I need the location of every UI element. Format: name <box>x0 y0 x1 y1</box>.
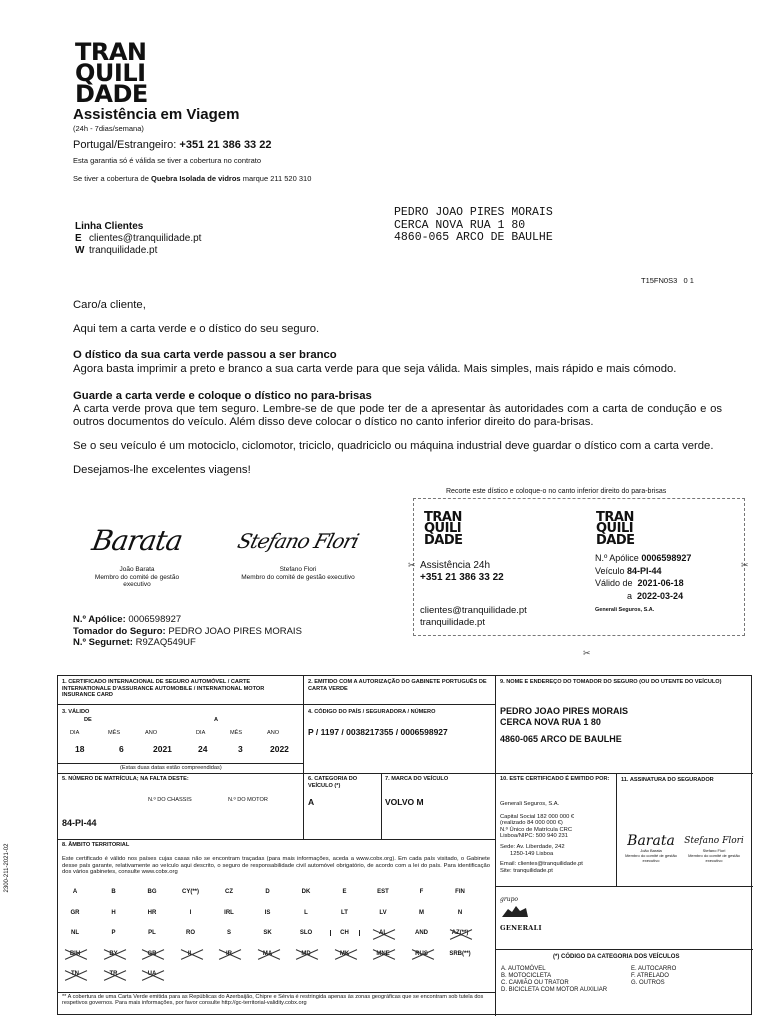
segurnet-number: R9ZAQ549UF <box>135 637 196 648</box>
country-strikethrough <box>257 949 279 961</box>
scissors-icon: ✂ <box>583 648 591 658</box>
issuer-line: Email: clientes@tranquilidade.pt <box>500 861 583 868</box>
windshield-sticker[interactable] <box>413 498 745 636</box>
sticker-assistance <box>420 560 504 584</box>
country-code: MK <box>339 950 350 957</box>
country-code: RUS <box>415 950 428 957</box>
glass-note-post: marque 211 520 310 <box>242 174 312 183</box>
country-code: M <box>419 909 424 916</box>
field-4-title: 4. CÓDIGO DO PAÍS / SEGURADORA / NÚMERO <box>308 709 436 715</box>
vehicle-plate: 84-PI-44 <box>62 818 97 828</box>
country-code: IR <box>226 950 232 957</box>
holder-street: CERCA NOVA RUA 1 80 <box>500 717 601 727</box>
country-strikethrough <box>334 949 356 961</box>
insurer-sig-2-name: Stefano Flori <box>702 848 726 853</box>
issuer-line: Capital Social 182 000 000 € <box>500 813 575 820</box>
cut-note: Recorte este dístico e coloque-o no canto inferior direito do para-brisas <box>446 488 667 495</box>
field-7-title: 7. MARCA DO VEÍCULO <box>385 776 449 782</box>
country-strikethrough <box>64 949 86 961</box>
sticker-logo-left <box>424 512 463 546</box>
scissors-icon: ✂ <box>408 560 416 570</box>
phone-label: Portugal/Estrangeiro: <box>73 139 177 151</box>
country-code: IRL <box>224 909 234 916</box>
segurnet-label: N.º Segurnet: <box>73 637 133 648</box>
insurer-signature-1 <box>621 833 681 863</box>
field-6-title: 6. CATEGORIA DO VEÍCULO (*) <box>308 776 358 789</box>
year-label: ANO <box>145 730 158 736</box>
generali-logo <box>500 896 560 932</box>
policy-holder-label: Tomador do Seguro: <box>73 625 166 637</box>
sticker-policy-number: 0006598927 <box>641 553 692 563</box>
category-item: E. AUTOCARRO <box>631 966 677 972</box>
letter-body <box>73 299 722 477</box>
issuer-line: 1250-149 Lisboa <box>510 850 554 857</box>
country-code: GB <box>147 950 157 957</box>
signature-2-role: Membro do comité de gestão executivo <box>241 573 355 581</box>
country-strikethrough <box>372 928 394 940</box>
generali-group-label: grupo <box>500 896 519 903</box>
assistance-hours: (24h - 7dias/semana) <box>73 124 144 133</box>
lion-icon <box>500 903 530 919</box>
sticker-vehicle-plate: 84-PI-44 <box>627 565 662 576</box>
category-item: F. ATRELADO <box>631 973 669 979</box>
country-strikethrough <box>103 969 125 981</box>
field-6-value: A <box>308 797 315 807</box>
sticker-valid-label: Válido de <box>595 578 633 588</box>
category-list-right <box>631 966 676 987</box>
paragraph-proof: A carta verde prova que tem seguro. Lembre-se de que pode ter de a apresentar às autoridades com a carta de condução e os outros documentos do veículo. Além disso deve colocar o dístico no canto inferior direito do para-brisas. <box>73 403 722 428</box>
country-code: EST <box>377 889 389 895</box>
policy-number-row <box>73 614 302 626</box>
country-code: A <box>72 889 78 895</box>
issuer-details <box>500 801 614 874</box>
day-label: DIA <box>196 730 206 736</box>
sticker-valid-to-row <box>595 590 691 603</box>
country-strikethrough <box>449 928 471 940</box>
motor-label: N.º DO MOTOR <box>228 797 268 803</box>
signature-1-role: Membro do comité de gestão executivo <box>94 573 180 588</box>
ref-code: T15FN0S3 <box>641 276 678 285</box>
country-code: LT <box>341 909 348 916</box>
issuer-line: Generali Seguros, S.A. <box>500 801 560 807</box>
recipient-street: CERCA NOVA RUA 1 80 <box>394 218 526 232</box>
country-code: BG <box>147 889 157 895</box>
country-code: PL <box>148 930 156 936</box>
country-code: RO <box>186 930 195 936</box>
holder-address <box>500 706 628 745</box>
country-strikethrough <box>141 949 163 961</box>
policy-number: 0006598927 <box>128 614 182 625</box>
recipient-address <box>394 207 553 245</box>
country-code: P <box>111 930 116 936</box>
category-item: G. OUTROS <box>631 980 665 986</box>
footnote: ** A cobertura de uma Carta Verde emitida para as Repúblicas do Azerbaijão, Chipre e Sérvia é restringida apenas às zonas geográficas que se encontram sob tutela dos respetivos governos. Para mais informações, por favor consulte http://gc-territorial-validity.cobx.org <box>62 994 484 1007</box>
country-code: L <box>304 909 308 916</box>
month-label: MÊS <box>108 730 121 736</box>
paragraph-motorcycle: Se o seu veículo é um motociclo, ciclomotor, triciclo, quadriciclo ou máquina industrial deve guardar o dístico com a carta verde. <box>73 440 714 452</box>
holder-name: PEDRO JOAO PIRES MORAIS <box>500 706 629 716</box>
sticker-company: Generali Seguros, S.A. <box>595 607 655 613</box>
country-code: NL <box>71 930 79 936</box>
country-code: N <box>457 909 463 916</box>
chassis-label: N.º DO CHASSIS <box>148 797 192 803</box>
country-code: IL <box>187 950 194 957</box>
field-4-value: P / 1197 / 0038217355 / 0006598927 <box>308 727 448 737</box>
country-strikethrough <box>103 949 125 961</box>
logo-line: QUILI <box>596 521 634 537</box>
sticker-web: tranquilidade.pt <box>420 616 485 628</box>
assistance-title: Assistência em Viagem <box>73 106 240 123</box>
issuer-line: Sede: Av. Liberdade, 242 <box>500 843 565 850</box>
sticker-assist-label: Assistência 24h <box>420 560 491 571</box>
category-title: (*) CÓDIGO DA CATEGORIA DOS VEÍCULOS <box>553 954 680 960</box>
country-code: CH <box>330 930 360 936</box>
email-label: E <box>75 233 82 244</box>
country-strikethrough <box>372 949 394 961</box>
greeting: Caro/a cliente, <box>73 299 146 311</box>
country-code: E <box>342 889 347 895</box>
assistance-phone-line <box>73 139 433 151</box>
glass-note-bold: Quebra Isolada de vidros <box>150 174 241 183</box>
day-label: DIA <box>70 730 80 736</box>
dates-inclusive: (Estas duas datas estão compreendidas) <box>120 765 222 771</box>
valid-from-day: 18 <box>75 744 85 754</box>
country-code: I <box>189 909 192 916</box>
country-code: AND <box>415 930 428 936</box>
email-row <box>75 233 201 245</box>
category-item: A. AUTOMÓVEL <box>501 966 546 972</box>
country-code: TR <box>109 971 118 977</box>
recipient-name: PEDRO JOAO PIRES MORAIS <box>394 206 553 219</box>
insurer-sig-1-script: Barata <box>627 833 675 849</box>
year-label: ANO <box>267 730 280 736</box>
intro: Aqui tem a carta verde e o dístico do seu seguro. <box>73 323 320 335</box>
country-grid <box>58 888 495 992</box>
country-code: IS <box>264 909 271 916</box>
heading-windshield: Guarde a carta verde e coloque o dístico no para-brisas <box>73 390 372 402</box>
web-label: W <box>75 245 85 256</box>
valid-from-label: DE <box>84 717 92 723</box>
country-code: UA <box>147 971 157 977</box>
signature-2-name: Stefano Flori <box>279 566 317 573</box>
sticker-email: clientes@tranquilidade.pt <box>420 605 527 616</box>
web-link[interactable]: tranquilidade.pt <box>89 245 158 256</box>
insurer-sig-2-role: Membro do comité de gestão executivo <box>688 852 740 863</box>
insurer-sig-1-role: Membro do comité de gestão executivo <box>625 852 677 863</box>
sticker-vehicle-row <box>595 565 691 578</box>
country-strikethrough <box>218 949 240 961</box>
issuer-line: N.º Único de Matrícula CRC <box>500 826 573 833</box>
policy-number-label: N.º Apólice: <box>73 614 126 625</box>
field-8-text: Este certificado é válido nos países cujas casas não se encontram traçadas (para mais informações, aceda a www.cobx.org). Em cada país visitado, o Gabinete desse país garante, relativamente ao veículo aqui descrito, o seguro de responsabilidade civil automóvel obrigatório, de acordo com a lei do país. Para identificação dos vários gabinetes, consulte www.cobx.org <box>62 856 490 876</box>
field-7-value: VOLVO M <box>385 797 424 807</box>
country-code: CZ <box>225 889 233 895</box>
country-code: DK <box>301 889 311 895</box>
signature-1-script: Barata <box>89 524 185 557</box>
policy-holder-row <box>73 626 302 638</box>
green-card <box>57 675 752 1015</box>
scissors-icon: ✂ <box>741 560 749 570</box>
country-code: MNE <box>376 950 390 957</box>
side-code: 2300-211-2021-02 <box>4 843 10 893</box>
country-code: BIH <box>69 950 81 957</box>
country-code: FIN <box>455 889 465 895</box>
sticker-details <box>595 552 691 617</box>
closing: Desejamos-lhe excelentes viagens! <box>73 464 251 476</box>
sticker-assist-phone: +351 21 386 33 22 <box>420 572 504 583</box>
country-code: TN <box>71 971 79 977</box>
logo-line: QUILI <box>424 521 462 537</box>
country-strikethrough <box>180 949 202 961</box>
valid-to-day: 24 <box>198 744 208 754</box>
assistance-block <box>73 106 433 183</box>
tranquilidade-logo <box>75 38 148 109</box>
country-code: B <box>111 889 116 895</box>
signature-2 <box>228 516 368 581</box>
country-code: S <box>226 930 231 936</box>
field-1-title: 1. CERTIFICADO INTERNACIONAL DE SEGURO AUTOMÓVEL / CARTE INTERNATIONALE D'ASSURANCE AUTOMOBILE / INTERNATIONAL MOTOR INSURANCE CARD <box>62 679 265 699</box>
logo-line: TRAN <box>596 510 634 525</box>
heading-white-sticker: O dístico da sua carta verde passou a ser branco <box>73 349 337 361</box>
sticker-contacts <box>420 605 527 628</box>
logo-line: TRAN <box>424 510 462 525</box>
country-code: BY <box>109 950 118 957</box>
signature-1-name: João Barata <box>119 566 155 573</box>
field-11-title: 11. ASSINATURA DO SEGURADOR <box>621 777 714 783</box>
valid-to-year: 2022 <box>270 744 289 754</box>
field-3-title: 3. VÁLIDO <box>62 709 90 715</box>
sticker-vehicle-label: Veículo <box>595 565 625 576</box>
policy-info <box>73 614 302 649</box>
country-strikethrough <box>141 969 163 981</box>
field-5-title: 5. NÚMERO DE MATRÍCULA; NA FALTA DESTE: <box>62 776 189 782</box>
category-item: C. CAMIÃO OU TRATOR <box>501 980 569 986</box>
sticker-valid-row <box>595 577 691 590</box>
customer-line <box>75 221 201 257</box>
country-code: MD <box>301 950 311 957</box>
glass-note <box>73 174 433 183</box>
assistance-note: Esta garantia só é válida se tiver a cobertura no contrato <box>73 156 262 165</box>
country-code: SK <box>263 930 272 936</box>
country-code: MA <box>262 950 273 957</box>
country-strikethrough <box>64 969 86 981</box>
recipient-city: 4860-065 ARCO DE BAULHE <box>394 231 553 244</box>
paragraph-print: Agora basta imprimir a preto e branco a sua carta verde para que seja válida. Mais simples, mais rápido e mais cómodo. <box>73 363 677 375</box>
web-row <box>75 245 201 257</box>
valid-to-month: 3 <box>238 744 243 754</box>
category-item: D. BICICLETA COM MOTOR AUXILIAR <box>501 987 608 993</box>
issuer-line: Lisboa/NIPC: 500 940 231 <box>500 833 569 840</box>
sticker-policy-label: N.º Apólice <box>595 553 639 563</box>
field-10-title: 10. ESTE CERTIFICADO É EMITIDO POR: <box>500 776 610 782</box>
country-code: D <box>265 889 270 895</box>
logo-line: DADE <box>424 532 463 548</box>
sticker-logo-right <box>596 512 635 546</box>
customer-line-heading: Linha Clientes <box>75 221 144 232</box>
month-label: MÊS <box>230 730 243 736</box>
policy-holder: PEDRO JOAO PIRES MORAIS <box>168 625 302 637</box>
field-9-title: 9. NOME E ENDEREÇO DO TOMADOR DO SEGURO (OU DO UTENTE DO VEÍCULO) <box>500 679 722 685</box>
country-code: CY(**) <box>181 889 199 895</box>
logo-line: TRAN <box>75 38 147 66</box>
country-code: SRB(**) <box>449 950 471 957</box>
country-code: AL <box>379 930 387 936</box>
assistance-phone[interactable]: +351 21 386 33 22 <box>179 139 272 151</box>
insurer-sig-1-name: João Barata <box>640 848 662 853</box>
logo-line: DADE <box>596 532 635 548</box>
glass-note-pre: Se tiver a cobertura de <box>73 174 149 183</box>
valid-from-month: 6 <box>119 744 124 754</box>
logo-line: QUILI <box>75 59 146 88</box>
valid-to-label: A <box>214 717 219 723</box>
valid-from-year: 2021 <box>153 744 172 754</box>
country-code: SLO <box>299 930 313 936</box>
logo-line: DADE <box>75 80 148 109</box>
country-strikethrough <box>295 949 317 961</box>
issuer-line: (realizado 84 000 000 €) <box>500 820 563 827</box>
country-strikethrough <box>411 949 433 961</box>
generali-wordmark: GENERALI <box>500 924 542 932</box>
sticker-policy-row <box>595 552 691 565</box>
country-code: GR <box>70 909 80 916</box>
field-8-title: 8. ÂMBITO TERRITORIAL <box>62 842 130 848</box>
category-item: B. MOTOCICLETA <box>501 973 552 979</box>
segurnet-row <box>73 637 302 649</box>
sticker-to-label: a <box>627 590 633 601</box>
country-code: LV <box>379 909 387 916</box>
signature-2-script: Stefano Flori <box>235 529 361 553</box>
sticker-valid-from: 2021-06-18 <box>637 578 684 588</box>
category-list-left <box>501 966 607 994</box>
reference-code <box>641 276 694 285</box>
signature-1 <box>82 516 192 589</box>
holder-city: 4860-065 ARCO DE BAULHE <box>500 734 622 744</box>
country-code: HR <box>147 909 157 916</box>
insurer-sig-2-script: Stefano Flori <box>684 836 744 846</box>
country-code: F <box>419 889 424 895</box>
country-code: AZ(**) <box>451 930 469 936</box>
field-2-title: 2. EMITIDO COM A AUTORIZAÇÃO DO GABINETE PORTUGUÊS DE CARTA VERDE <box>308 679 487 692</box>
email-link[interactable]: clientes@tranquilidade.pt <box>89 233 202 244</box>
ref-number: 0 1 <box>683 276 694 285</box>
country-code: H <box>111 909 116 916</box>
insurer-signature-2 <box>683 833 745 863</box>
issuer-line: Site: tranquilidade.pt <box>500 867 553 874</box>
sticker-valid-to: 2022-03-24 <box>637 590 684 601</box>
